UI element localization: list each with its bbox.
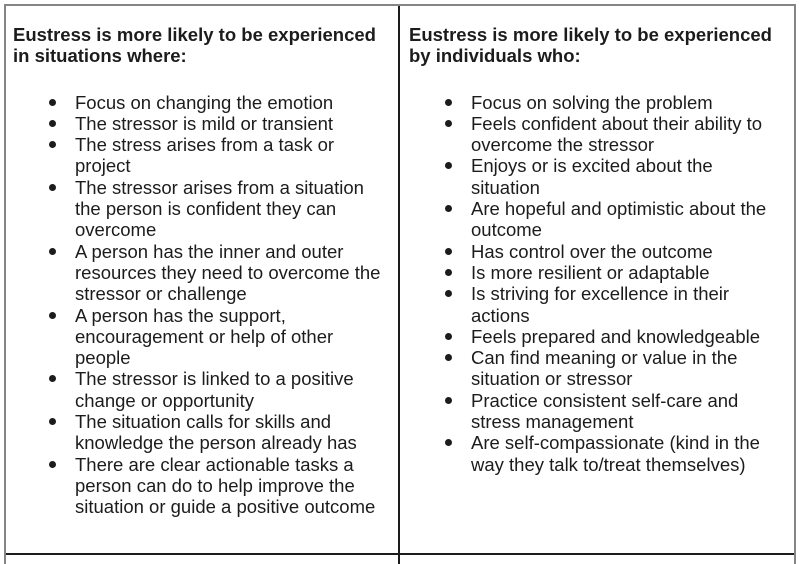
list-item xyxy=(471,432,782,475)
list-item xyxy=(75,177,387,241)
list-item xyxy=(471,92,782,113)
list-item-text: Focus on solving the problem xyxy=(471,91,713,113)
table-cell-situations xyxy=(6,6,400,553)
list-item xyxy=(75,411,387,454)
left-cell-header: Eustress is more likely to be experienced in situations where: xyxy=(13,24,376,67)
list-item-text: The situation calls for skills and knowledge the person already has xyxy=(75,411,357,454)
bullet-icon xyxy=(445,205,452,212)
list-item xyxy=(75,368,387,411)
bullet-icon xyxy=(445,354,452,361)
bullet-icon xyxy=(445,439,452,446)
list-item-text: Enjoys or is excited about the situation xyxy=(471,155,713,198)
bullet-icon xyxy=(49,120,56,127)
bullet-icon xyxy=(445,333,452,340)
list-item-text: Has control over the outcome xyxy=(471,240,713,262)
bullet-icon xyxy=(49,99,56,106)
bullet-icon xyxy=(49,312,56,319)
list-item xyxy=(471,241,782,262)
list-item-text: Are hopeful and optimistic about the outcome xyxy=(471,198,767,241)
bullet-icon xyxy=(49,461,56,468)
list-item xyxy=(471,283,782,326)
bullet-icon xyxy=(49,248,56,255)
list-item-text: The stress arises from a task or project xyxy=(75,134,335,177)
list-item xyxy=(75,454,387,518)
list-item-text: Is more resilient or adaptable xyxy=(471,261,710,283)
situations-list xyxy=(13,92,387,518)
list-item-text: A person has the inner and outer resources they need to overcome the stressor or challenge xyxy=(75,240,381,305)
list-item-text: Is striving for excellence in their actions xyxy=(471,283,730,326)
list-item-text: Focus on changing the emotion xyxy=(75,91,334,113)
list-item-text: Feels confident about their ability to overcome the stressor xyxy=(471,112,763,156)
list-item xyxy=(471,326,782,347)
list-item-text: The stressor is linked to a positive change or opportunity xyxy=(75,368,354,411)
list-item xyxy=(471,347,782,390)
right-cell-header: Eustress is more likely to be experienced by individuals who: xyxy=(409,24,772,67)
bullet-icon xyxy=(49,141,56,148)
list-item xyxy=(75,113,387,134)
bullet-icon xyxy=(445,248,452,255)
list-item xyxy=(75,92,387,113)
bullet-icon xyxy=(445,397,452,404)
list-item xyxy=(75,241,387,305)
list-item-text: Practice consistent self-care and stress management xyxy=(471,389,739,433)
bullet-icon xyxy=(445,99,452,106)
bullet-icon xyxy=(445,269,452,276)
list-item-text: Can find meaning or value in the situation or stressor xyxy=(471,347,738,390)
bullet-icon xyxy=(445,120,452,127)
comparison-table xyxy=(4,4,796,564)
list-item xyxy=(75,134,387,177)
list-item-text: There are clear actionable tasks a person can do to help improve the situation or guide a positive outcome xyxy=(75,453,376,518)
bullet-icon xyxy=(49,375,56,382)
table-cell-partial-left xyxy=(6,555,400,564)
table-row xyxy=(6,6,794,555)
bullet-icon xyxy=(49,418,56,425)
individuals-list xyxy=(409,92,782,475)
list-item xyxy=(471,155,782,198)
list-item-text: Are self-compassionate (kind in the way they talk to/treat themselves) xyxy=(471,432,760,475)
list-item-text: Feels prepared and knowledgeable xyxy=(471,325,761,347)
list-item xyxy=(471,390,782,433)
list-item xyxy=(471,262,782,283)
list-item xyxy=(471,113,782,156)
bullet-icon xyxy=(49,184,56,191)
list-item xyxy=(75,305,387,369)
list-item-text: The stressor arises from a situation the person is confident they can overcome xyxy=(75,176,364,241)
table-row-partial xyxy=(6,555,794,564)
table-cell-individuals xyxy=(400,6,794,553)
list-item-text: A person has the support, encouragement or help of other people xyxy=(75,304,334,369)
bullet-icon xyxy=(445,162,452,169)
list-item-text: The stressor is mild or transient xyxy=(75,112,334,134)
table-cell-partial-right xyxy=(400,555,794,564)
bullet-icon xyxy=(445,290,452,297)
list-item xyxy=(471,198,782,241)
